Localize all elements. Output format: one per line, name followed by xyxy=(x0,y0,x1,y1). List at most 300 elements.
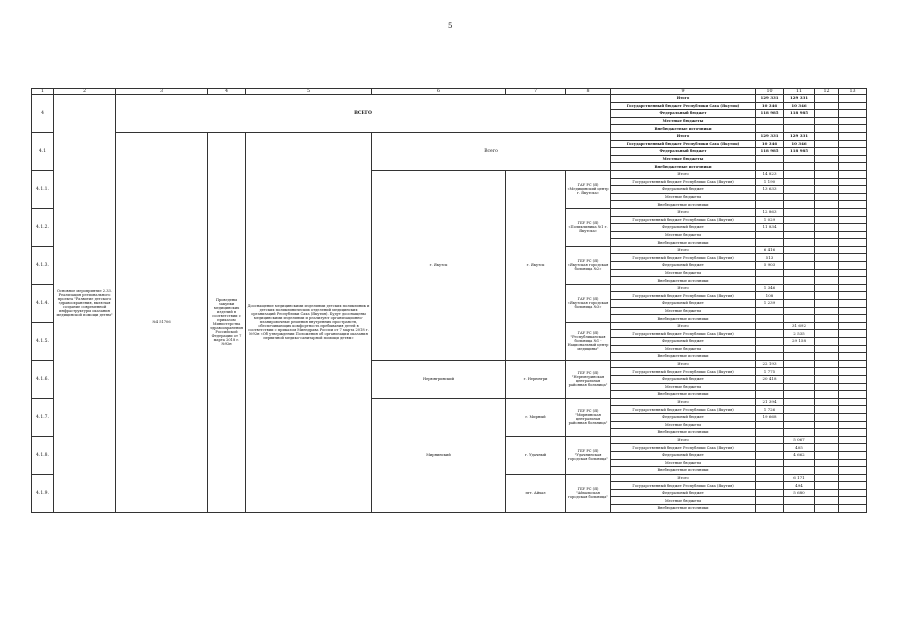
institution-name: ГБУ РС (Я) "Удачнинская городская больница" xyxy=(566,436,611,474)
value-col-10 xyxy=(756,353,784,361)
value-col-10: 14 823 xyxy=(756,170,784,178)
value-col-13 xyxy=(839,383,867,391)
value-col-12 xyxy=(815,132,839,140)
funding-source-label: Внебюджетные источники xyxy=(611,467,756,475)
row-id: 4.1 xyxy=(32,132,54,170)
value-col-12 xyxy=(815,170,839,178)
value-col-10: 21 394 xyxy=(756,398,784,406)
value-col-13 xyxy=(839,375,867,383)
row-id: 4.1.7. xyxy=(32,398,54,436)
value-col-13 xyxy=(839,277,867,285)
value-col-12 xyxy=(815,239,839,247)
value-col-12 xyxy=(815,186,839,194)
value-col-12 xyxy=(815,315,839,323)
funding-source-label: Внебюджетные источники xyxy=(611,391,756,399)
value-col-11 xyxy=(784,353,815,361)
funding-source-label: Внебюджетные источники xyxy=(611,201,756,209)
value-col-13 xyxy=(839,429,867,437)
city-neryungri: г. Нерюнгри xyxy=(506,360,566,398)
value-col-10 xyxy=(756,391,784,399)
value-col-13 xyxy=(839,505,867,513)
value-col-10: 19 668 xyxy=(756,413,784,421)
value-col-10 xyxy=(756,467,784,475)
value-col-13 xyxy=(839,193,867,201)
value-col-12 xyxy=(815,254,839,262)
value-col-13 xyxy=(839,155,867,163)
funding-source-label: Федеральный бюджет xyxy=(611,413,756,421)
table-row xyxy=(32,95,867,103)
value-col-13 xyxy=(839,186,867,194)
value-col-13 xyxy=(839,474,867,482)
funding-source-label: Государственный бюджет Республики Саха (Якутия) xyxy=(611,140,756,148)
row-id: 4.1.4. xyxy=(32,284,54,322)
value-col-11 xyxy=(784,163,815,171)
value-col-13 xyxy=(839,208,867,216)
funding-source-label: Местные бюджеты xyxy=(611,269,756,277)
value-col-13 xyxy=(839,459,867,467)
value-col-10: 108 xyxy=(756,292,784,300)
value-col-12 xyxy=(815,421,839,429)
funding-source-label: Государственный бюджет Республики Саха (Якутия) xyxy=(611,406,756,414)
column-number: 11 xyxy=(784,89,815,95)
budget-table xyxy=(31,88,867,513)
value-col-12 xyxy=(815,284,839,292)
funding-source-label: Местные бюджеты xyxy=(611,307,756,315)
value-col-13 xyxy=(839,406,867,414)
value-col-11 xyxy=(784,429,815,437)
value-col-11 xyxy=(784,201,815,209)
value-col-11 xyxy=(784,421,815,429)
value-col-13 xyxy=(839,315,867,323)
value-col-13 xyxy=(839,148,867,156)
funding-source-label: Федеральный бюджет xyxy=(611,148,756,156)
value-col-10 xyxy=(756,155,784,163)
value-col-10 xyxy=(756,231,784,239)
value-col-13 xyxy=(839,284,867,292)
value-col-12 xyxy=(815,497,839,505)
value-col-10: 1 726 xyxy=(756,406,784,414)
funding-source-label: Внебюджетные источники xyxy=(611,353,756,361)
column-number: 6 xyxy=(372,89,506,95)
value-col-12 xyxy=(815,125,839,133)
value-col-11: 5 680 xyxy=(784,489,815,497)
city-mirny: г. Мирный xyxy=(506,398,566,436)
value-col-10: 13 633 xyxy=(756,186,784,194)
funding-source-label: Местные бюджеты xyxy=(611,155,756,163)
row-id: 4 xyxy=(32,95,54,133)
value-col-12 xyxy=(815,375,839,383)
value-col-11 xyxy=(784,155,815,163)
value-col-13 xyxy=(839,345,867,353)
value-col-11: 10 346 xyxy=(784,102,815,110)
value-col-11 xyxy=(784,360,815,368)
funding-source-label: Федеральный бюджет xyxy=(611,110,756,118)
value-col-10: 6 416 xyxy=(756,246,784,254)
column-number: 2 xyxy=(54,89,116,95)
value-col-12 xyxy=(815,459,839,467)
value-col-10 xyxy=(756,269,784,277)
city-yakutsk: г. Якутск xyxy=(506,170,566,360)
value-col-13 xyxy=(839,368,867,376)
value-col-11: 129 331 xyxy=(784,132,815,140)
value-col-12 xyxy=(815,277,839,285)
value-col-10: 118 985 xyxy=(756,148,784,156)
value-col-10 xyxy=(756,436,784,444)
value-col-10: 11 834 xyxy=(756,224,784,232)
value-col-12 xyxy=(815,117,839,125)
value-col-13 xyxy=(839,489,867,497)
value-col-12 xyxy=(815,201,839,209)
value-col-10 xyxy=(756,338,784,346)
institution-name: ГБУ РС (Я) "Айхальская городская больница" xyxy=(566,474,611,512)
value-col-12 xyxy=(815,451,839,459)
institution-name: ГБУ РС (Я) "Мирнинская центральная районная больница" xyxy=(566,398,611,436)
value-col-11 xyxy=(784,216,815,224)
value-col-12 xyxy=(815,292,839,300)
result-description: Дооснащение медицинскими изделиями детских поликлиник и детских поликлинических отделений медицинских организаций Республики Саха (Якутия). Будут дооснащены медицинскими изделиями и реализуют организационно-планировочные решения внутренних пространств, обеспечивающих комфортность пребывания детей в соответствии с приказом Минздрава России от 7 марта 2018 г. №92н «Об утверждении Положения об организации оказания первичной медико-санитарной помощи детям» xyxy=(246,132,372,512)
value-col-11 xyxy=(784,193,815,201)
city-udachny: г. Удачный xyxy=(506,436,566,474)
funding-source-label: Государственный бюджет Республики Саха (Якутия) xyxy=(611,178,756,186)
value-col-11 xyxy=(784,383,815,391)
value-col-11 xyxy=(784,459,815,467)
value-col-11: 31 692 xyxy=(784,322,815,330)
value-col-12 xyxy=(815,246,839,254)
value-col-11 xyxy=(784,117,815,125)
value-col-11: 118 985 xyxy=(784,110,815,118)
funding-source-label: Государственный бюджет Республики Саха (Якутия) xyxy=(611,216,756,224)
value-col-12 xyxy=(815,345,839,353)
value-col-13 xyxy=(839,224,867,232)
value-col-10 xyxy=(756,444,784,452)
value-col-10: 513 xyxy=(756,254,784,262)
value-col-10: 129 331 xyxy=(756,132,784,140)
value-col-10 xyxy=(756,315,784,323)
institution-name: ГАУ РС (Я) "Республиканская больница №1 - Национальный центр медицины" xyxy=(566,322,611,360)
funding-source-label: Внебюджетные источники xyxy=(611,277,756,285)
value-col-11 xyxy=(784,307,815,315)
row-id: 4.1.2. xyxy=(32,208,54,246)
value-col-13 xyxy=(839,132,867,140)
funding-source-label: Местные бюджеты xyxy=(611,193,756,201)
value-col-11: 118 985 xyxy=(784,148,815,156)
value-col-12 xyxy=(815,474,839,482)
value-col-10: 1 346 xyxy=(756,284,784,292)
value-col-11 xyxy=(784,125,815,133)
institution-name: ГАУ РС (Я) «Якутская городская больница №3» xyxy=(566,284,611,322)
value-col-11: 405 xyxy=(784,444,815,452)
value-col-12 xyxy=(815,444,839,452)
value-col-11 xyxy=(784,239,815,247)
value-col-12 xyxy=(815,489,839,497)
value-col-13 xyxy=(839,231,867,239)
funding-source-label: Итого xyxy=(611,95,756,103)
funding-source-label: Местные бюджеты xyxy=(611,345,756,353)
value-col-12 xyxy=(815,391,839,399)
value-col-10 xyxy=(756,429,784,437)
value-col-11 xyxy=(784,406,815,414)
value-col-10 xyxy=(756,322,784,330)
value-col-13 xyxy=(839,436,867,444)
value-col-13 xyxy=(839,262,867,270)
value-col-10 xyxy=(756,421,784,429)
value-col-11: 29 158 xyxy=(784,338,815,346)
value-col-10: 1 029 xyxy=(756,216,784,224)
funding-source-label: Государственный бюджет Республики Саха (Якутия) xyxy=(611,368,756,376)
value-col-11 xyxy=(784,284,815,292)
column-number: 1 xyxy=(32,89,54,95)
value-col-13 xyxy=(839,330,867,338)
funding-source-label: Федеральный бюджет xyxy=(611,375,756,383)
contract-number: №4 51706 xyxy=(116,132,208,512)
value-col-11 xyxy=(784,208,815,216)
funding-source-label: Итого xyxy=(611,208,756,216)
value-col-12 xyxy=(815,338,839,346)
value-col-12 xyxy=(815,482,839,490)
value-col-11 xyxy=(784,467,815,475)
funding-source-label: Итого xyxy=(611,246,756,254)
funding-source-label: Федеральный бюджет xyxy=(611,489,756,497)
budget-table-container xyxy=(31,88,867,513)
funding-source-label: Федеральный бюджет xyxy=(611,186,756,194)
value-col-10 xyxy=(756,307,784,315)
value-col-12 xyxy=(815,383,839,391)
value-col-13 xyxy=(839,451,867,459)
value-col-11 xyxy=(784,375,815,383)
value-col-10 xyxy=(756,482,784,490)
value-col-10 xyxy=(756,201,784,209)
value-col-13 xyxy=(839,307,867,315)
value-col-12 xyxy=(815,231,839,239)
funding-source-label: Государственный бюджет Республики Саха (Якутия) xyxy=(611,102,756,110)
funding-source-label: Государственный бюджет Республики Саха (Якутия) xyxy=(611,292,756,300)
value-col-13 xyxy=(839,246,867,254)
value-col-12 xyxy=(815,436,839,444)
value-col-12 xyxy=(815,467,839,475)
value-col-12 xyxy=(815,193,839,201)
value-col-10: 118 985 xyxy=(756,110,784,118)
column-number: 8 xyxy=(566,89,611,95)
value-col-13 xyxy=(839,239,867,247)
column-number: 10 xyxy=(756,89,784,95)
value-col-12 xyxy=(815,429,839,437)
value-col-11: 494 xyxy=(784,482,815,490)
value-col-12 xyxy=(815,208,839,216)
value-col-13 xyxy=(839,482,867,490)
row-id: 4.1.9. xyxy=(32,474,54,512)
value-col-10 xyxy=(756,193,784,201)
value-col-11 xyxy=(784,224,815,232)
value-col-13 xyxy=(839,201,867,209)
funding-source-label: Внебюджетные источники xyxy=(611,239,756,247)
value-col-13 xyxy=(839,300,867,308)
funding-source-label: Итого xyxy=(611,322,756,330)
value-col-13 xyxy=(839,125,867,133)
row-id: 4.1.1. xyxy=(32,170,54,208)
column-number: 7 xyxy=(506,89,566,95)
funding-source-label: Итого xyxy=(611,360,756,368)
funding-source-label: Внебюджетные источники xyxy=(611,429,756,437)
value-col-11 xyxy=(784,262,815,270)
institution-name: ГБУ РС (Я) «Поликлиника №1 г. Якутска» xyxy=(566,208,611,246)
value-col-13 xyxy=(839,497,867,505)
value-col-10: 129 331 xyxy=(756,95,784,103)
institution-name: ГБУ РС (Я) «Якутская городская больница №2» xyxy=(566,246,611,284)
value-col-13 xyxy=(839,269,867,277)
value-col-12 xyxy=(815,262,839,270)
value-col-10 xyxy=(756,163,784,171)
value-col-12 xyxy=(815,368,839,376)
funding-source-label: Итого xyxy=(611,284,756,292)
value-col-12 xyxy=(815,406,839,414)
value-col-12 xyxy=(815,322,839,330)
institution-name: ГАУ РС (Я) «Медицинский центр г. Якутска» xyxy=(566,170,611,208)
value-col-13 xyxy=(839,421,867,429)
value-col-12 xyxy=(815,398,839,406)
value-col-11 xyxy=(784,254,815,262)
value-col-13 xyxy=(839,102,867,110)
value-col-13 xyxy=(839,216,867,224)
value-col-12 xyxy=(815,110,839,118)
value-col-12 xyxy=(815,307,839,315)
value-col-13 xyxy=(839,467,867,475)
value-col-11 xyxy=(784,292,815,300)
funding-source-label: Внебюджетные источники xyxy=(611,505,756,513)
value-col-10 xyxy=(756,459,784,467)
column-number: 4 xyxy=(208,89,246,95)
row-id: 4.1.8. xyxy=(32,436,54,474)
value-col-10 xyxy=(756,474,784,482)
value-col-11 xyxy=(784,269,815,277)
value-col-10 xyxy=(756,383,784,391)
funding-source-label: Местные бюджеты xyxy=(611,117,756,125)
value-col-13 xyxy=(839,360,867,368)
table-row xyxy=(32,132,867,140)
column-number: 5 xyxy=(246,89,372,95)
value-col-11 xyxy=(784,505,815,513)
value-col-11 xyxy=(784,413,815,421)
value-col-13 xyxy=(839,413,867,421)
row-id: 4.1.6. xyxy=(32,360,54,398)
funding-source-label: Местные бюджеты xyxy=(611,421,756,429)
district-yakutsk: г. Якутск xyxy=(372,170,506,360)
value-col-13 xyxy=(839,444,867,452)
value-col-10: 22 193 xyxy=(756,360,784,368)
value-col-11 xyxy=(784,231,815,239)
value-col-13 xyxy=(839,254,867,262)
value-col-12 xyxy=(815,95,839,103)
value-col-12 xyxy=(815,102,839,110)
value-col-10 xyxy=(756,497,784,505)
value-col-10: 12 863 xyxy=(756,208,784,216)
funding-source-label: Федеральный бюджет xyxy=(611,451,756,459)
vsego-total-label: ВСЕГО xyxy=(116,95,611,133)
value-col-12 xyxy=(815,505,839,513)
district-mirny: Мирнинский xyxy=(372,398,506,512)
funding-source-label: Итого xyxy=(611,436,756,444)
funding-source-label: Государственный бюджет Республики Саха (Якутия) xyxy=(611,254,756,262)
value-col-10: 1 239 xyxy=(756,300,784,308)
value-col-12 xyxy=(815,178,839,186)
value-col-11 xyxy=(784,246,815,254)
page-number: 5 xyxy=(448,22,453,30)
value-col-13 xyxy=(839,117,867,125)
value-col-12 xyxy=(815,155,839,163)
row-id: 4.1.5. xyxy=(32,322,54,360)
value-col-13 xyxy=(839,95,867,103)
funding-source-label: Государственный бюджет Республики Саха (Якутия) xyxy=(611,444,756,452)
value-col-10 xyxy=(756,451,784,459)
city-aikhal: пгт. Айхал xyxy=(506,474,566,512)
funding-source-label: Местные бюджеты xyxy=(611,231,756,239)
funding-source-label: Государственный бюджет Республики Саха (Якутия) xyxy=(611,330,756,338)
value-col-11 xyxy=(784,368,815,376)
funding-source-label: Федеральный бюджет xyxy=(611,224,756,232)
value-col-10: 1 190 xyxy=(756,178,784,186)
value-col-13 xyxy=(839,163,867,171)
value-col-10: 1 775 xyxy=(756,368,784,376)
value-col-12 xyxy=(815,269,839,277)
value-col-12 xyxy=(815,140,839,148)
value-col-13 xyxy=(839,292,867,300)
value-col-10: 20 418 xyxy=(756,375,784,383)
value-col-13 xyxy=(839,398,867,406)
value-col-12 xyxy=(815,413,839,421)
value-col-11: 129 331 xyxy=(784,95,815,103)
value-col-11 xyxy=(784,345,815,353)
value-col-10 xyxy=(756,277,784,285)
funding-source-label: Государственный бюджет Республики Саха (Якутия) xyxy=(611,482,756,490)
funding-source-label: Итого xyxy=(611,170,756,178)
value-col-12 xyxy=(815,216,839,224)
value-col-12 xyxy=(815,148,839,156)
value-col-11 xyxy=(784,391,815,399)
value-col-11: 2 535 xyxy=(784,330,815,338)
funding-source-label: Внебюджетные источники xyxy=(611,163,756,171)
value-col-13 xyxy=(839,140,867,148)
value-col-10: 10 346 xyxy=(756,140,784,148)
value-col-10 xyxy=(756,125,784,133)
value-col-11 xyxy=(784,178,815,186)
value-col-13 xyxy=(839,338,867,346)
column-number: 3 xyxy=(116,89,208,95)
funding-source-label: Местные бюджеты xyxy=(611,459,756,467)
value-col-11 xyxy=(784,315,815,323)
value-col-11: 6 171 xyxy=(784,474,815,482)
value-col-11: 4 662 xyxy=(784,451,815,459)
funding-source-label: Федеральный бюджет xyxy=(611,338,756,346)
action-description: Проведены закупки медицинских изделий в соответствии с приказом Министерства здравоохранения Российской Федерации от 7 марта 2018 г. №92н xyxy=(208,132,246,512)
funding-source-label: Внебюджетные источники xyxy=(611,315,756,323)
column-number: 13 xyxy=(839,89,867,95)
vsego-label: Всего xyxy=(372,132,611,170)
value-col-11 xyxy=(784,186,815,194)
institution-name: ГБУ РС (Я) "Нерюнгринская центральная районная больница" xyxy=(566,360,611,398)
value-col-10 xyxy=(756,505,784,513)
value-col-13 xyxy=(839,391,867,399)
value-col-12 xyxy=(815,163,839,171)
value-col-12 xyxy=(815,300,839,308)
value-col-13 xyxy=(839,110,867,118)
value-col-11 xyxy=(784,398,815,406)
value-col-13 xyxy=(839,170,867,178)
row-id: 4.1.3. xyxy=(32,246,54,284)
value-col-10 xyxy=(756,489,784,497)
funding-source-label: Федеральный бюджет xyxy=(611,262,756,270)
funding-source-label: Местные бюджеты xyxy=(611,497,756,505)
district-neryungri: Нерюнгринский xyxy=(372,360,506,398)
value-col-13 xyxy=(839,322,867,330)
